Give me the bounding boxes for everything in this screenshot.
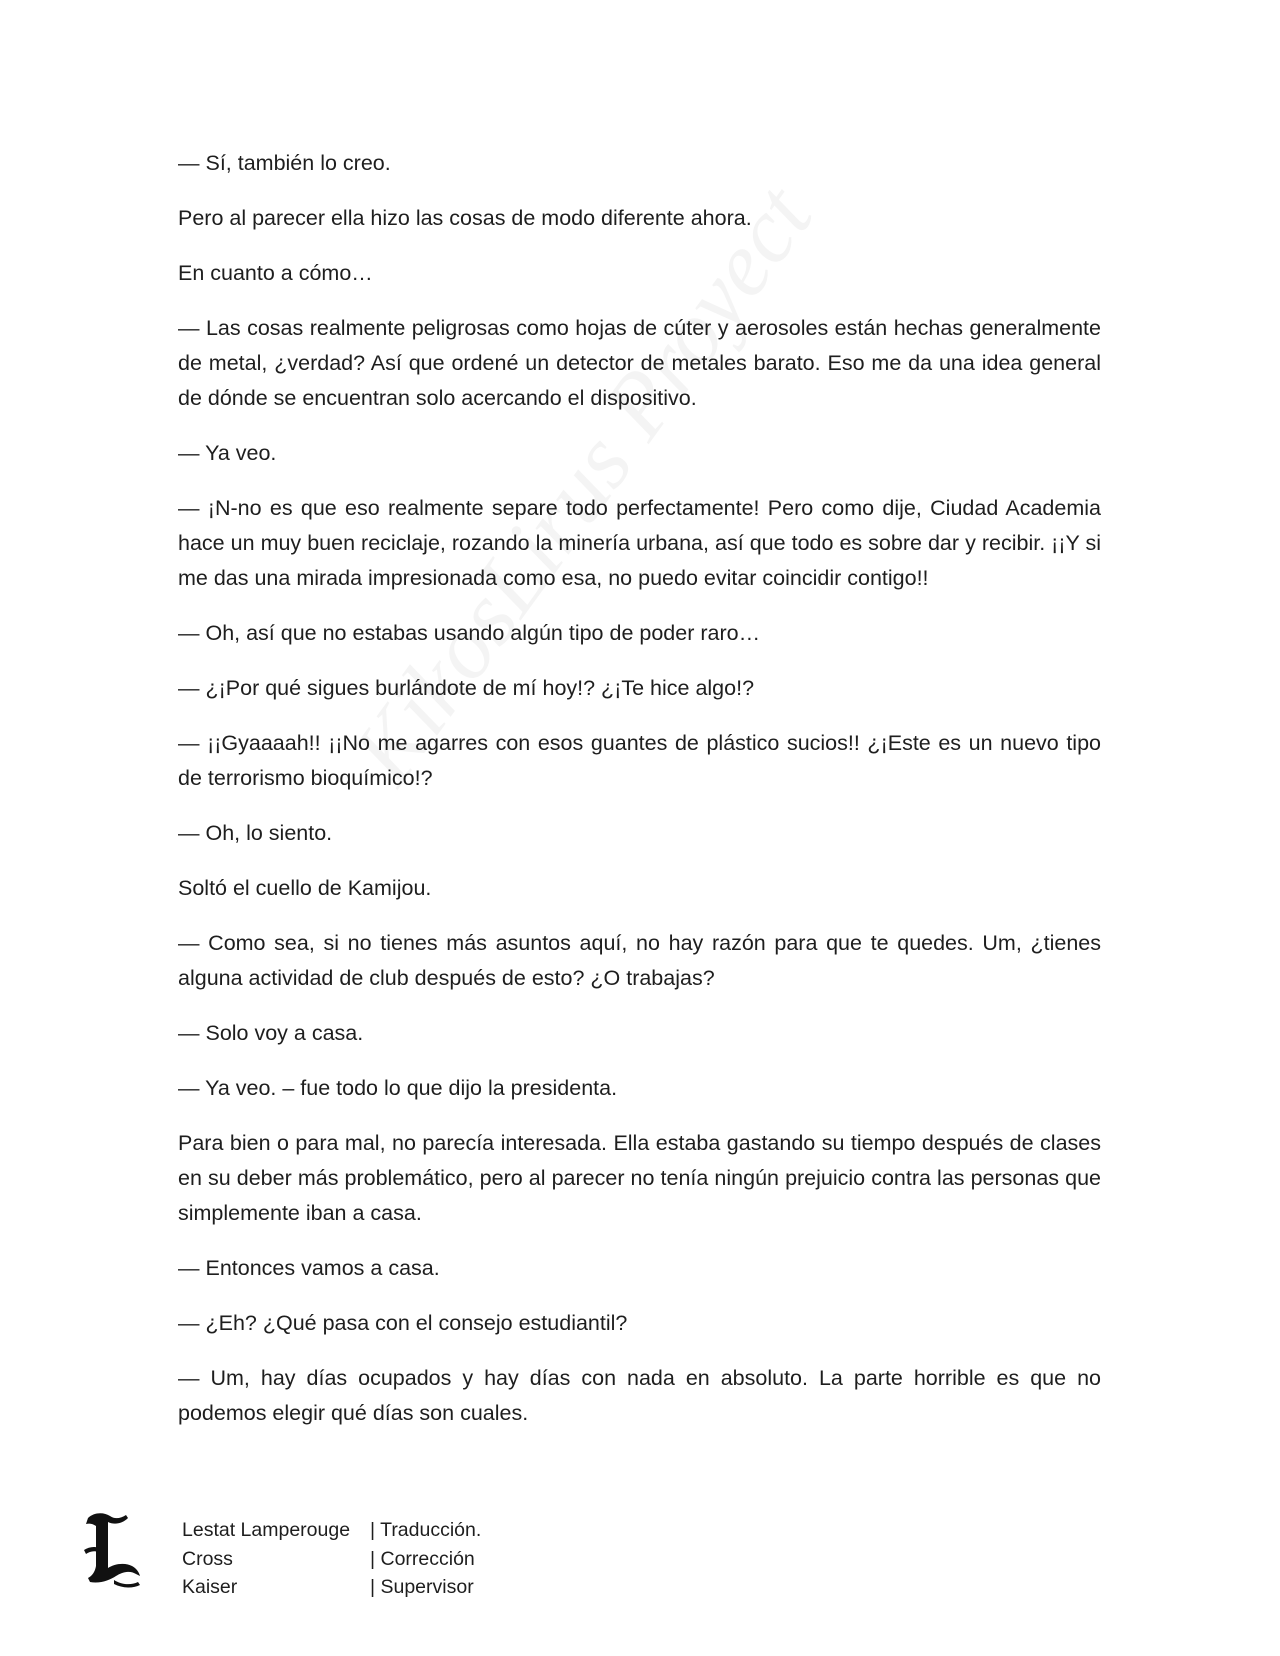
paragraph: Soltó el cuello de Kamijou. xyxy=(178,876,432,900)
credit-row xyxy=(182,1516,481,1545)
paragraph: — Solo voy a casa. xyxy=(178,1021,364,1045)
body-text xyxy=(178,146,1101,1451)
paragraph: — Como sea, si no tienes más asuntos aquí, no hay razón para que te quedes. Um, ¿tienes alguna actividad de club después de esto? ¿O trabajas? xyxy=(178,931,1101,990)
credit-role: | Traducción. xyxy=(370,1519,482,1541)
gothic-letter-l-icon xyxy=(80,1510,142,1588)
paragraph: — ¿¡Por qué sigues burlándote de mí hoy!? ¿¡Te hice algo!? xyxy=(178,676,755,700)
paragraph: — Ya veo. – fue todo lo que dijo la presidenta. xyxy=(178,1076,618,1100)
paragraph: — Um, hay días ocupados y hay días con nada en absoluto. La parte horrible es que no podemos elegir qué días son cuales. xyxy=(178,1366,1101,1425)
paragraph: — Entonces vamos a casa. xyxy=(178,1256,440,1280)
paragraph: — Oh, así que no estabas usando algún tipo de poder raro… xyxy=(178,621,761,645)
credit-name: Kaiser xyxy=(182,1576,238,1598)
credit-row xyxy=(182,1545,481,1574)
paragraph: — ¡¡Gyaaaah!! ¡¡No me agarres con esos guantes de plástico sucios!! ¿¡Este es un nuevo tipo de terrorismo bioquímico!? xyxy=(178,731,1101,790)
paragraph: Pero al parecer ella hizo las cosas de modo diferente ahora. xyxy=(178,206,752,230)
credit-role: | Corrección xyxy=(370,1547,475,1570)
paragraph: — ¿Eh? ¿Qué pasa con el consejo estudiantil? xyxy=(178,1311,628,1335)
paragraph: — Sí, también lo creo. xyxy=(178,151,391,175)
paragraph: — Ya veo. xyxy=(178,441,277,465)
credit-role: | Supervisor xyxy=(370,1576,474,1598)
credit-name: Cross xyxy=(182,1547,233,1570)
paragraph: — Oh, lo siento. xyxy=(178,821,333,845)
paragraph: Para bien o para mal, no parecía interesada. Ella estaba gastando su tiempo después de clases en su deber más problemático, pero al parecer no tenía ningún prejuicio contra las personas que simplemente iban a casa. xyxy=(178,1131,1101,1225)
paragraph: — Las cosas realmente peligrosas como hojas de cúter y aerosoles están hechas generalmente de metal, ¿verdad? Así que ordené un detector de metales barato. Eso me da una idea general de dónde se encuentran solo acercando el dispositivo. xyxy=(178,316,1101,410)
credit-name: Lestat Lamperouge xyxy=(182,1519,351,1541)
paragraph: — ¡N-no es que eso realmente separe todo perfectamente! Pero como dije, Ciudad Academia hace un muy buen reciclaje, rozando la minería urbana, así que todo es sobre dar y recibir. ¡¡Y si me das una mirada impresionada como esa, no puedo evitar coincidir contigo!! xyxy=(178,496,1101,590)
paragraph: En cuanto a cómo… xyxy=(178,261,373,285)
credits-list xyxy=(182,1516,481,1602)
credit-row xyxy=(182,1573,481,1602)
footer-credits xyxy=(78,1510,678,1620)
